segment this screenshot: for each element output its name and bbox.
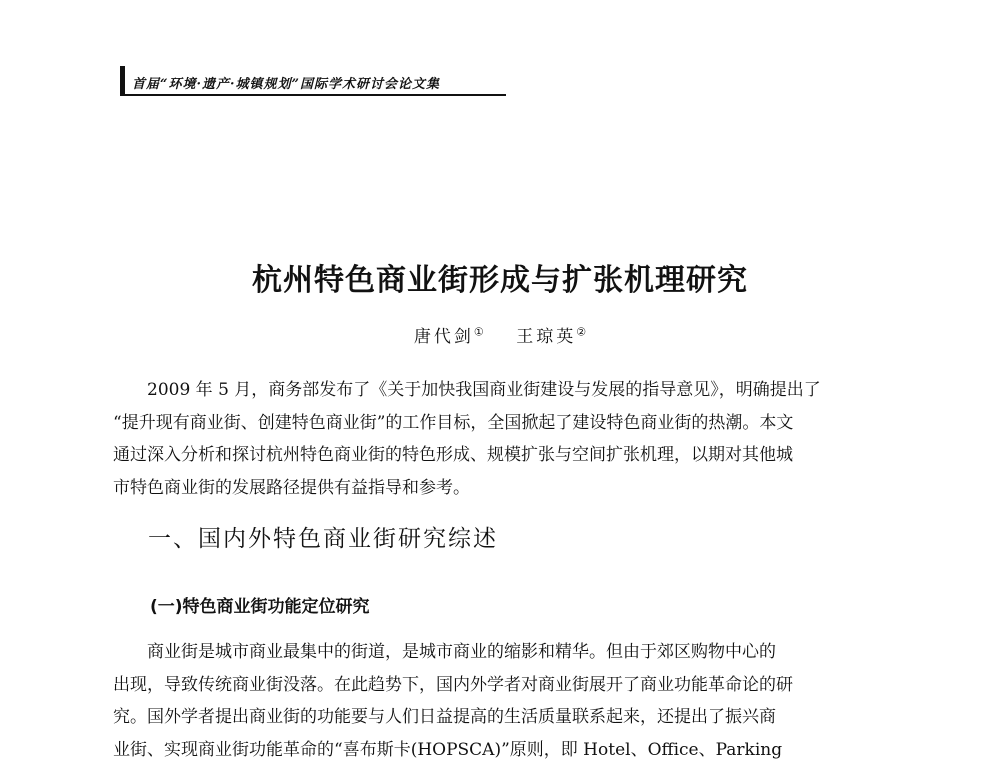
text-line: 业街、实现商业街功能革命的“喜布斯卡(HOPSCA)”原则，即 Hotel、Office、Parking <box>113 734 913 766</box>
text-line: 2009 年 5 月，商务部发布了《关于加快我国商业街建设与发展的指导意见》，明确提出了 <box>113 374 913 407</box>
running-header: 首届“环境·遗产·城镇规划”国际学术研讨会论文集 <box>132 73 440 92</box>
text-line: “提升现有商业街、创建特色商业街”的工作目标，全国掀起了建设特色商业街的热潮。本文 <box>113 407 913 440</box>
author-footnote-mark: ② <box>576 325 586 338</box>
header-rule <box>120 94 506 96</box>
text-line: 究。国外学者提出商业街的功能要与人们日益提高的生活质量联系起来，还提出了振兴商 <box>113 701 913 734</box>
text-line: 商业街是城市商业最集中的街道，是城市商业的缩影和精华。但由于郊区购物中心的 <box>113 636 913 669</box>
paper-title: 杭州特色商业街形成与扩张机理研究 <box>0 255 1000 299</box>
subsection-heading: (一)特色商业街功能定位研究 <box>150 592 370 617</box>
body-paragraph <box>113 636 913 766</box>
author-2 <box>516 322 586 347</box>
text-line: 市特色商业街的发展路径提供有益指导和参考。 <box>113 472 913 505</box>
author-1 <box>414 322 484 347</box>
text-line: 出现，导致传统商业街没落。在此趋势下，国内外学者对商业街展开了商业功能革命论的研 <box>113 669 913 702</box>
abstract-paragraph <box>113 374 913 504</box>
header-bar <box>120 66 125 94</box>
author-name: 唐代剑 <box>414 327 474 347</box>
section-heading: 一、国内外特色商业街研究综述 <box>148 520 498 553</box>
author-line <box>0 322 1000 347</box>
author-footnote-mark: ① <box>474 325 484 338</box>
author-name: 王琼英 <box>516 327 576 347</box>
text-line: 通过深入分析和探讨杭州特色商业街的特色形成、规模扩张与空间扩张机理，以期对其他城 <box>113 439 913 472</box>
